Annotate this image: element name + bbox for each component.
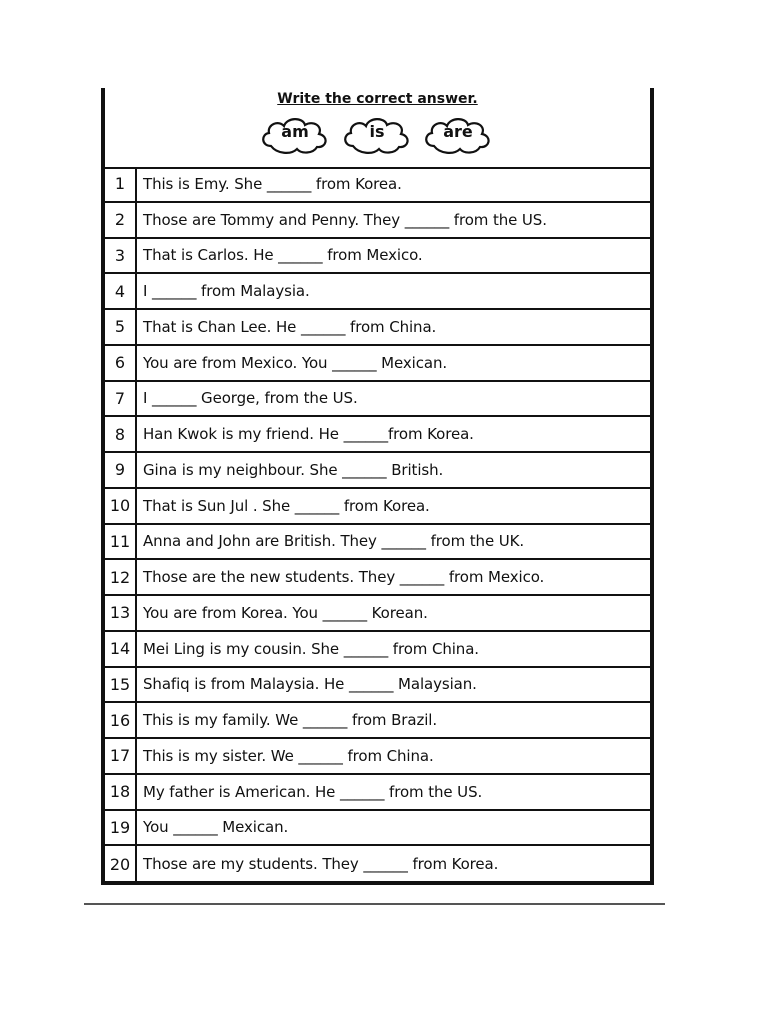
question-row: [105, 703, 650, 739]
question-sentence: This is my family. We ______ from Brazil.: [143, 711, 438, 730]
question-row: [105, 167, 650, 203]
question-sentence: Those are my students. They ______ from Korea.: [143, 855, 499, 874]
question-sentence: You are from Mexico. You ______ Mexican.: [143, 353, 448, 372]
question-row: [105, 811, 650, 847]
question-row: [105, 453, 650, 489]
question-sentence: Those are the new students. They ______ from Mexico.: [143, 568, 545, 587]
question-number: 15: [105, 668, 137, 702]
question-number: 8: [105, 417, 137, 451]
question-row: [105, 846, 650, 882]
question-number: 4: [105, 274, 137, 308]
question-row: [105, 632, 650, 668]
question-row: [105, 239, 650, 275]
question-sentence: My father is American. He ______ from the US.: [143, 782, 483, 801]
worksheet: [101, 88, 654, 885]
question-row: [105, 668, 650, 704]
question-sentence: Gina is my neighbour. She ______ British.: [143, 460, 444, 479]
question-number: 19: [105, 811, 137, 845]
question-sentence: Mei Ling is my cousin. She ______ from China.: [143, 639, 479, 658]
question-row: [105, 596, 650, 632]
question-number: 17: [105, 739, 137, 773]
question-row: [105, 274, 650, 310]
question-number: 20: [105, 846, 137, 882]
question-number: 9: [105, 453, 137, 487]
word-are: are: [443, 122, 473, 141]
worksheet-header: [105, 88, 650, 169]
question-number: 11: [105, 525, 137, 559]
question-number: 10: [105, 489, 137, 523]
question-row: [105, 203, 650, 239]
question-sentence: You are from Korea. You ______ Korean.: [143, 603, 428, 622]
question-sentence: Those are Tommy and Penny. They ______ from the US.: [143, 210, 547, 229]
word-cloud-is: [339, 112, 415, 158]
question-sentence: That is Sun Jul . She ______ from Korea.: [143, 496, 430, 515]
question-sentence: That is Carlos. He ______ from Mexico.: [143, 246, 423, 265]
word-bank: [105, 112, 650, 162]
page-divider: [84, 903, 665, 905]
question-number: 12: [105, 560, 137, 594]
question-sentence: Anna and John are British. They ______ from the UK.: [143, 532, 525, 551]
question-sentence: I ______ George, from the US.: [143, 389, 358, 408]
question-sentence: This is Emy. She ______ from Korea.: [143, 174, 402, 193]
question-sentence: This is my sister. We ______ from China.: [143, 746, 434, 765]
question-sentence: Shafiq is from Malaysia. He ______ Malaysian.: [143, 675, 477, 694]
question-sentence: I ______ from Malaysia.: [143, 282, 310, 301]
question-row: [105, 775, 650, 811]
question-row: [105, 310, 650, 346]
question-sentence: Han Kwok is my friend. He ______from Korea.: [143, 425, 474, 444]
question-row: [105, 560, 650, 596]
question-sentence: That is Chan Lee. He ______ from China.: [143, 317, 437, 336]
question-sentence: You ______ Mexican.: [143, 818, 289, 837]
question-number: 2: [105, 203, 137, 237]
question-number: 6: [105, 346, 137, 380]
question-row: [105, 417, 650, 453]
question-row: [105, 525, 650, 561]
word-is: is: [369, 122, 385, 141]
question-number: 13: [105, 596, 137, 630]
word-cloud-are: [420, 112, 496, 158]
word-am: am: [281, 122, 309, 141]
question-row: [105, 739, 650, 775]
question-number: 5: [105, 310, 137, 344]
instruction-title: Write the correct answer.: [277, 91, 478, 107]
question-row: [105, 489, 650, 525]
question-number: 3: [105, 239, 137, 273]
question-row: [105, 382, 650, 418]
question-number: 1: [105, 167, 137, 201]
question-number: 7: [105, 382, 137, 416]
question-number: 16: [105, 703, 137, 737]
question-row: [105, 346, 650, 382]
question-number: 14: [105, 632, 137, 666]
question-number: 18: [105, 775, 137, 809]
word-cloud-am: [257, 112, 333, 158]
question-list: [105, 167, 650, 882]
